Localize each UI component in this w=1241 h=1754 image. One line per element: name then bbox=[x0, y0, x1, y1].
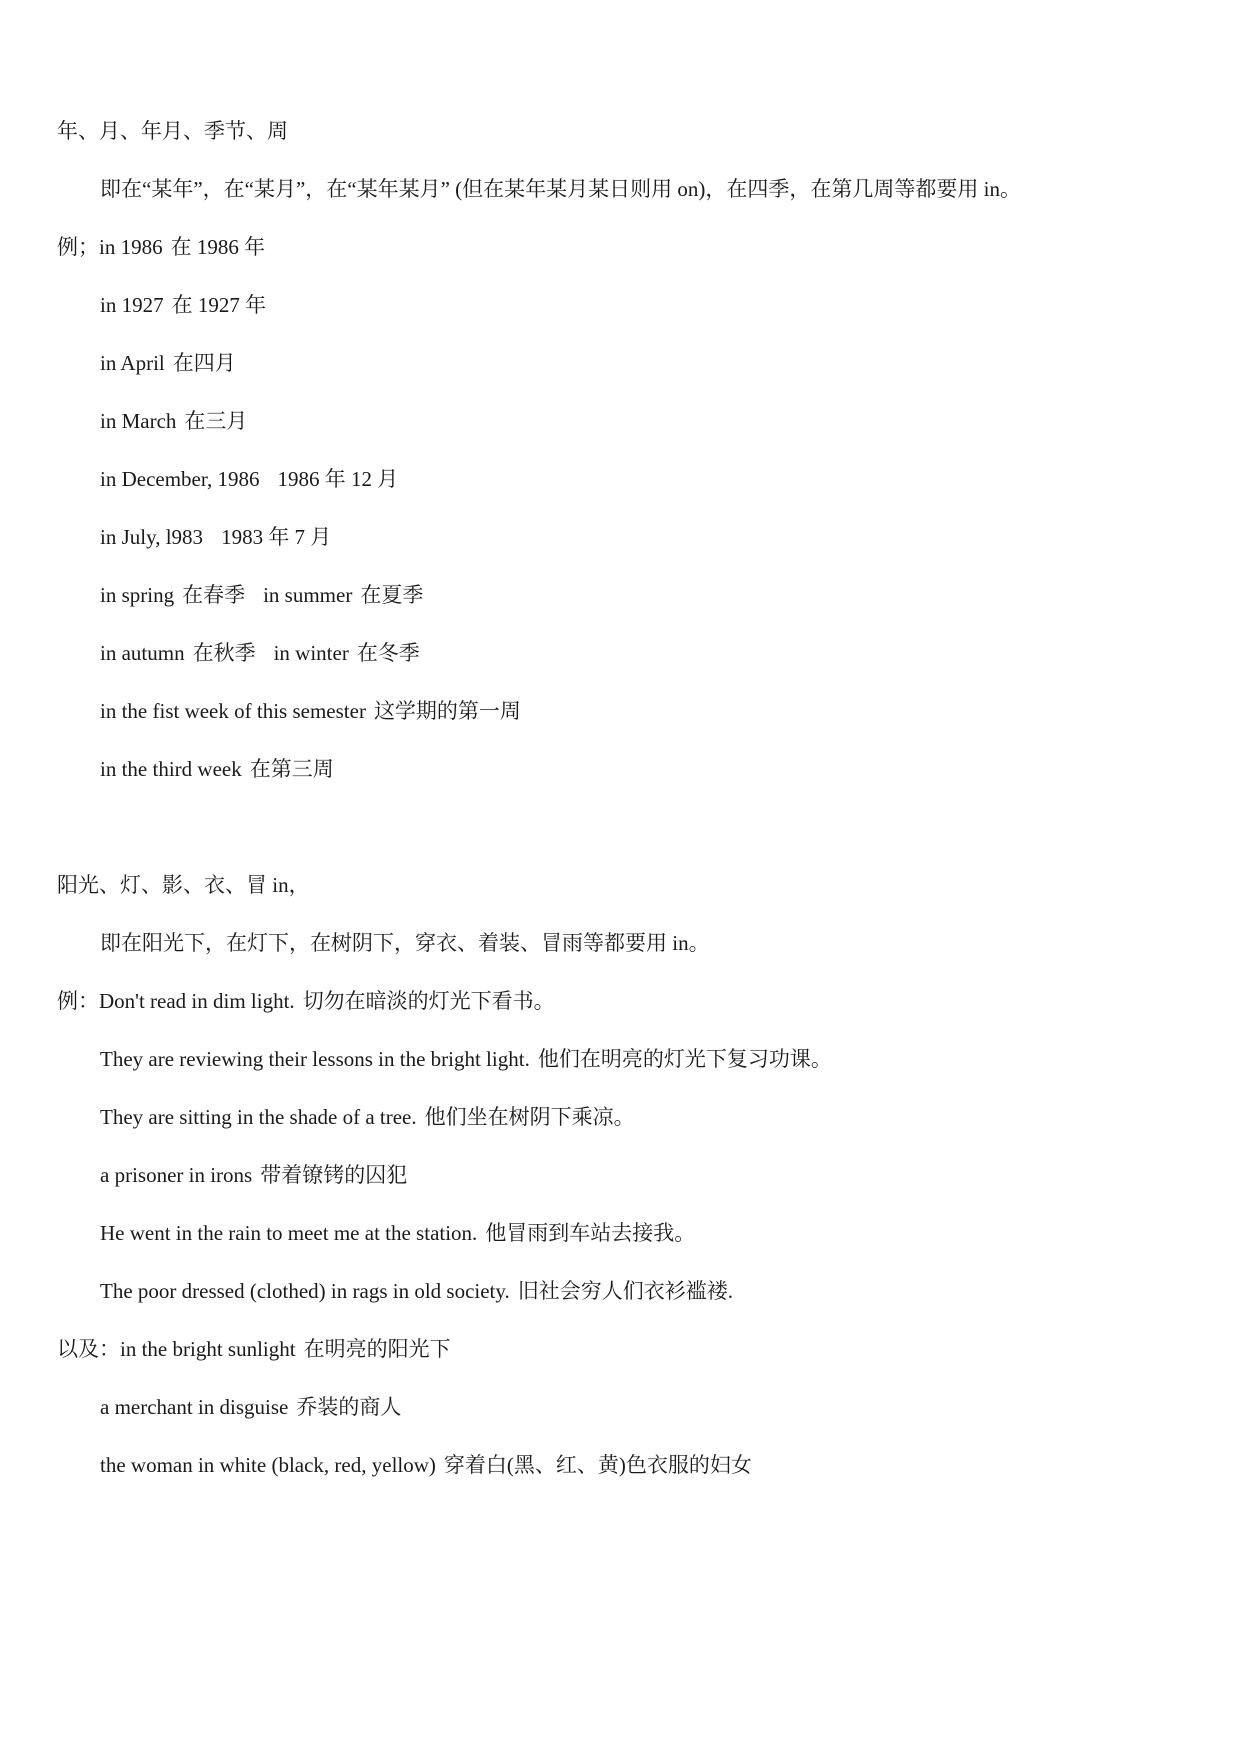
example-zh: 在 1986 年 bbox=[170, 235, 266, 259]
example-zh: 带着镣铐的囚犯 bbox=[260, 1163, 408, 1187]
example-line bbox=[100, 581, 423, 609]
example-zh: 他们坐在树阴下乘凉。 bbox=[424, 1105, 635, 1129]
example-en: in autumn bbox=[100, 641, 185, 665]
example-en: in the fist week of this semester bbox=[100, 699, 366, 723]
example-en: in the third week bbox=[100, 757, 242, 781]
example-zh: 切勿在暗淡的灯光下看书。 bbox=[302, 989, 555, 1013]
also-line bbox=[100, 1451, 752, 1479]
example-line bbox=[57, 987, 555, 1015]
intro-text: 即在阳光下，在灯下，在树阴下，穿衣、着装、冒雨等都要用 in。 bbox=[100, 931, 710, 955]
heading-text: 年、月、年月、季节、周 bbox=[57, 119, 288, 143]
also-zh: 在明亮的阳光下 bbox=[303, 1337, 451, 1361]
example-line bbox=[100, 1161, 407, 1189]
example-line bbox=[100, 465, 398, 493]
example-en: Don't read in dim light. bbox=[99, 989, 295, 1013]
section-intro-time bbox=[100, 175, 1021, 203]
section-heading-light bbox=[57, 871, 310, 899]
example-zh: 他冒雨到车站去接我。 bbox=[485, 1221, 696, 1245]
example-en: in July, l983 bbox=[100, 525, 204, 549]
example-en: They are reviewing their lessons in the bright light. bbox=[100, 1047, 530, 1071]
example-line bbox=[100, 407, 247, 435]
example-zh: 他们在明亮的灯光下复习功课。 bbox=[537, 1047, 832, 1071]
example-zh: 在三月 bbox=[184, 409, 248, 433]
example-en: in spring bbox=[100, 583, 175, 607]
section-intro-light bbox=[100, 929, 710, 957]
example-zh: 旧社会穷人们衣衫褴褛. bbox=[517, 1279, 734, 1303]
example-en: a prisoner in irons bbox=[100, 1163, 253, 1187]
also-zh: 穿着白(黑、红、黄)色衣服的妇女 bbox=[443, 1453, 752, 1477]
heading-text: 阳光、灯、影、衣、冒 in， bbox=[57, 873, 310, 897]
also-en: the woman in white (black, red, yellow) bbox=[100, 1453, 436, 1477]
example-line bbox=[100, 639, 420, 667]
intro-text: 即在“某年”，在“某月”，在“某年某月” (但在某年某月某日则用 on)，在四季，在第几周等都要用 in。 bbox=[100, 177, 1021, 201]
example-zh: 在第三周 bbox=[249, 757, 334, 781]
example-line bbox=[100, 349, 236, 377]
section-heading-time bbox=[57, 117, 288, 145]
examples-prefix: 例； bbox=[57, 235, 99, 259]
example-line bbox=[100, 523, 331, 551]
example-zh: 在秋季 bbox=[192, 641, 256, 665]
also-en: a merchant in disguise bbox=[100, 1395, 289, 1419]
example-line bbox=[100, 1219, 695, 1247]
example-en: in 1986 bbox=[99, 235, 163, 259]
also-line bbox=[57, 1335, 451, 1363]
example-line bbox=[100, 1277, 733, 1305]
example-zh: 在四月 bbox=[172, 351, 236, 375]
example-zh: 1983 年 7 月 bbox=[221, 525, 332, 549]
also-line bbox=[100, 1393, 401, 1421]
example-en: in 1927 bbox=[100, 293, 164, 317]
example-en: He went in the rain to meet me at the station. bbox=[100, 1221, 478, 1245]
example-zh-2: 在夏季 bbox=[360, 583, 424, 607]
example-en-2: in winter bbox=[273, 641, 349, 665]
also-zh: 乔装的商人 bbox=[296, 1395, 402, 1419]
example-line bbox=[100, 1045, 832, 1073]
also-prefix: 以及： bbox=[57, 1337, 120, 1361]
example-line bbox=[100, 1103, 635, 1131]
example-zh: 这学期的第一周 bbox=[373, 699, 521, 723]
example-zh: 在春季 bbox=[182, 583, 246, 607]
example-en: The poor dressed (clothed) in rags in old society. bbox=[100, 1279, 510, 1303]
example-en-2: in summer bbox=[263, 583, 353, 607]
example-en: in April bbox=[100, 351, 165, 375]
example-line bbox=[57, 233, 265, 261]
examples-prefix: 例： bbox=[57, 989, 99, 1013]
example-en: They are sitting in the shade of a tree. bbox=[100, 1105, 417, 1129]
example-en: in December, 1986 bbox=[100, 467, 260, 491]
example-line bbox=[100, 755, 334, 783]
also-en: in the bright sunlight bbox=[120, 1337, 296, 1361]
example-en: in March bbox=[100, 409, 177, 433]
example-zh: 在 1927 年 bbox=[171, 293, 267, 317]
example-zh: 1986 年 12 月 bbox=[277, 467, 399, 491]
example-line bbox=[100, 697, 521, 725]
example-line bbox=[100, 291, 266, 319]
example-zh-2: 在冬季 bbox=[356, 641, 420, 665]
